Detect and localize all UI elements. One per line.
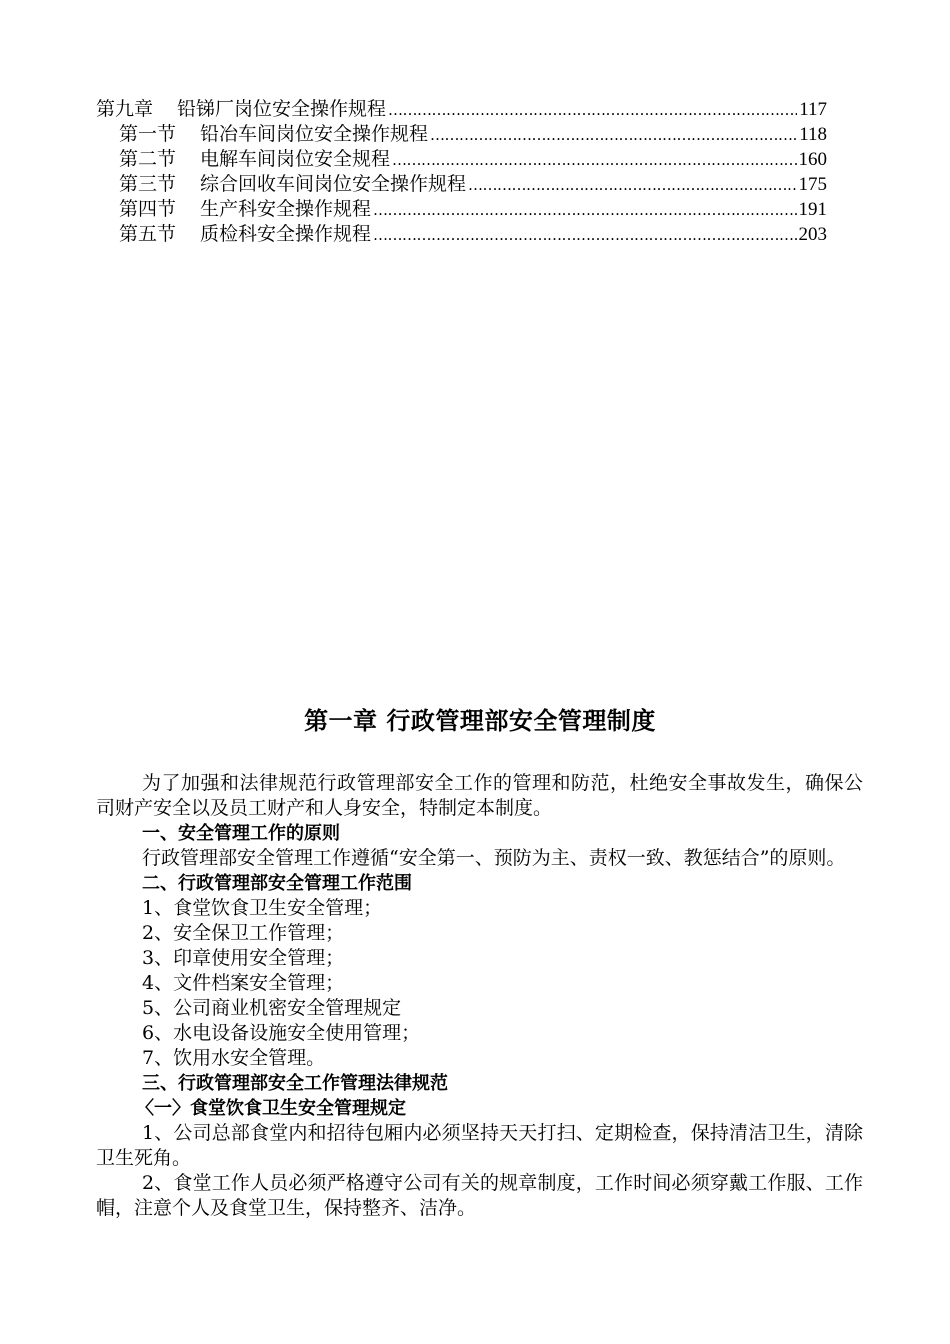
toc-number: 第五节: [119, 223, 177, 245]
toc-entry-chapter-9[interactable]: [96, 97, 827, 122]
regulation-paragraph: 2、食堂工作人员必须严格遵守公司有关的规章制度，工作时间必须穿戴工作服、工作帽，注意个人及食堂卫生，保持整齐、洁净。: [96, 1172, 863, 1219]
toc-title: 铅锑厂岗位安全操作规程: [177, 98, 387, 120]
list-item: 1、食堂饮食卫生安全管理；: [142, 897, 383, 919]
list-item: 5、公司商业机密安全管理规定: [142, 997, 402, 1019]
toc-leader-dots: [373, 223, 796, 248]
toc-leader-dots: [430, 123, 797, 148]
chapter-body: [96, 771, 863, 1221]
list-item: 2、安全保卫工作管理；: [142, 922, 345, 944]
toc-leader-dots: [388, 98, 797, 123]
toc-leader-dots: [468, 173, 796, 198]
toc-number: 第一节: [119, 123, 177, 145]
toc-entry-section-1[interactable]: [96, 122, 827, 147]
toc-leader-dots: [373, 198, 796, 223]
toc-title: 电解车间岗位安全规程: [200, 148, 391, 170]
toc-leader-dots: [392, 148, 796, 173]
toc-page-number: 160: [798, 149, 827, 170]
toc-page-number: 203: [798, 224, 827, 245]
toc-number: 第二节: [119, 148, 177, 170]
toc-page-number: 117: [799, 99, 827, 120]
toc-page-number: 118: [799, 124, 827, 145]
regulation-paragraph: 1、公司总部食堂内和招待包厢内必须坚持天天打扫、定期检查，保持清洁卫生，清除卫生死角。: [96, 1122, 863, 1169]
list-item: 7、饮用水安全管理。: [142, 1047, 326, 1069]
toc-number: 第四节: [119, 198, 177, 220]
list-item: 3、印章使用安全管理；: [142, 947, 345, 969]
toc-number: 第九章: [96, 98, 154, 120]
section-heading-regulations: 三、行政管理部安全工作管理法律规范: [142, 1073, 448, 1094]
toc-entry-section-3[interactable]: [96, 172, 827, 197]
toc-page-number: 191: [798, 199, 827, 220]
toc-entry-section-2[interactable]: [96, 147, 827, 172]
table-of-contents: [96, 97, 827, 247]
intro-paragraph: 为了加强和法律规范行政管理部安全工作的管理和防范，杜绝安全事故发生，确保公司财产安全以及员工财产和人身安全，特制定本制度。: [96, 772, 863, 819]
toc-title: 综合回收车间岗位安全操作规程: [200, 173, 467, 195]
toc-title: 铅冶车间岗位安全操作规程: [200, 123, 429, 145]
section-heading-principles: 一、安全管理工作的原则: [142, 823, 340, 844]
subsection-heading-canteen: 〈一〉食堂饮食卫生安全管理规定: [136, 1098, 406, 1119]
toc-title: 质检科安全操作规程: [200, 223, 372, 245]
principles-paragraph: 行政管理部安全管理工作遵循“安全第一、预防为主、责权一致、教惩结合”的原则。: [142, 847, 846, 869]
list-item: 4、文件档案安全管理；: [142, 972, 345, 994]
toc-title: 生产科安全操作规程: [200, 198, 372, 220]
toc-number: 第三节: [119, 173, 177, 195]
toc-entry-section-4[interactable]: [96, 197, 827, 222]
section-heading-scope: 二、行政管理部安全管理工作范围: [142, 873, 412, 894]
toc-entry-section-5[interactable]: [96, 222, 827, 247]
toc-page-number: 175: [798, 174, 827, 195]
chapter-title: 第一章 行政管理部安全管理制度: [304, 707, 656, 735]
list-item: 6、水电设备设施安全使用管理；: [142, 1022, 421, 1044]
